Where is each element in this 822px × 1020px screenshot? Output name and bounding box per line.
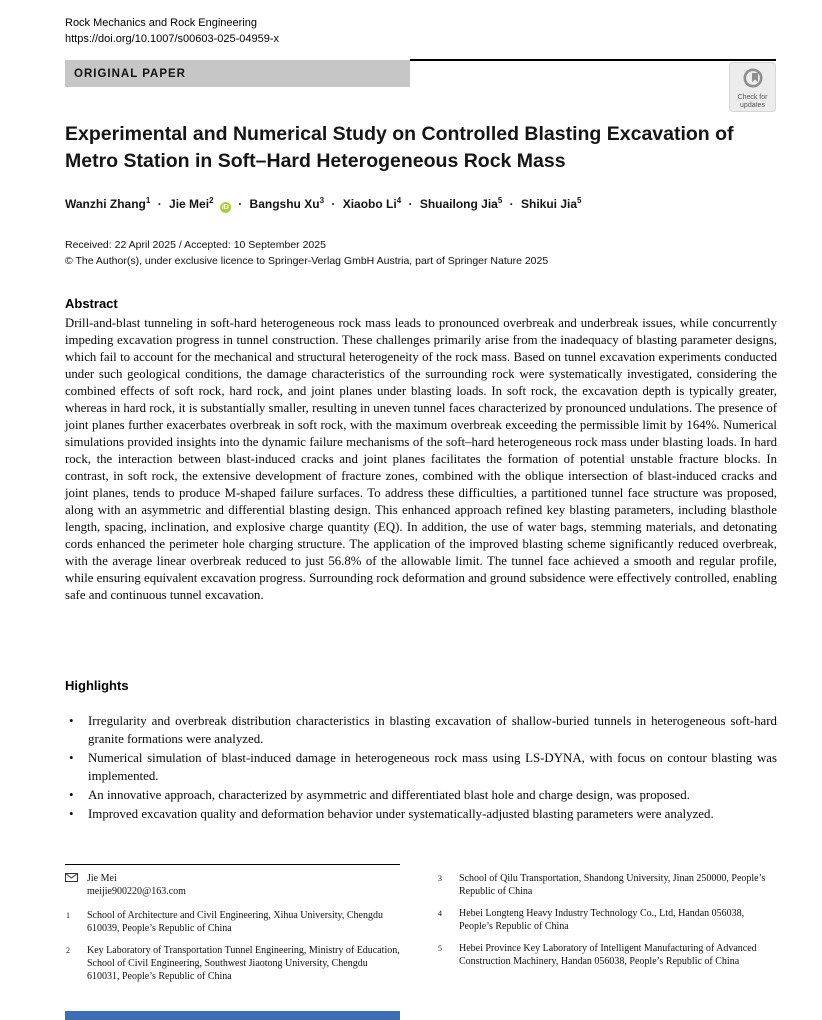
affiliation-text: School of Architecture and Civil Engineering, Xihua University, Chengdu 610039, People’s Republic of China bbox=[87, 910, 383, 934]
correspondence-text bbox=[87, 872, 400, 898]
affiliation-item bbox=[65, 944, 400, 983]
author-name: Shikui Jia$^5$ bbox=[521, 196, 582, 211]
author-name: Bangshu Xu$^3$ bbox=[249, 196, 325, 211]
check-badge-text-line1: Check for bbox=[737, 94, 768, 101]
affiliation-number: 5 bbox=[438, 944, 442, 953]
author-separator: · bbox=[331, 197, 336, 211]
affiliation-number: 1 bbox=[66, 911, 70, 920]
check-for-updates-badge[interactable] bbox=[729, 62, 776, 112]
envelope-icon bbox=[65, 872, 87, 898]
highlight-item: • Improved excavation quality and deformation behavior under systematically-adjusted blasting parameters were analyzed. bbox=[65, 805, 777, 823]
affiliation-text: Hebei Longteng Heavy Industry Technology Co., Ltd, Handan 056038, People’s Republic of China bbox=[459, 908, 745, 932]
journal-name: Rock Mechanics and Rock Engineering bbox=[65, 17, 257, 29]
correspondence-block bbox=[65, 872, 400, 898]
footnote-left-column bbox=[65, 872, 400, 992]
author-name: Shuailong Jia$^5$ bbox=[419, 196, 503, 211]
affiliation-item bbox=[437, 907, 777, 933]
highlights-heading: Highlights bbox=[65, 678, 129, 693]
highlights-list bbox=[65, 712, 777, 824]
affiliation-text: Key Laboratory of Transportation Tunnel Engineering, Ministry of Education, School of Civil Engineering, Southwest Jiaotong University, Chengdu 610031, People’s Republic of China bbox=[87, 945, 400, 982]
affiliation-item bbox=[437, 872, 777, 898]
corresponding-author-email[interactable]: meijie900220@163.com bbox=[87, 886, 186, 897]
highlight-item: • Numerical simulation of blast-induced damage in heterogeneous rock mass using LS-DYNA, with focus on contour blasting was implemented. bbox=[65, 749, 777, 785]
author-separator: · bbox=[408, 197, 413, 211]
affiliation-text: Hebei Province Key Laboratory of Intelligent Manufacturing of Advanced Construction Machinery, Handan 056038, People’s Republic of China bbox=[459, 943, 757, 967]
author-list bbox=[65, 196, 776, 213]
abstract-text: Drill-and-blast tunneling in soft-hard heterogeneous rock mass leads to pronounced overbreak and underbreak issues, while concurrently impeding excavation progress in tunnel construction. These challenges primarily arise from the inadequacy of blasting parameter designs, which fail to account for the mechanical and structural heterogeneity of the rock mass. Based on tunnel excavation experiments conducted under such geological conditions, the damage characteristics of the surrounding rock were systematically investigated, considering the combined effects of soft rock, hard rock, and joint planes under blasting loads. In soft rock, the excavation depth is typically greater, whereas in hard rock, it is substantially smaller, resulting in uneven tunnel faces characterized by pronounced undulations. The presence of joint planes further exacerbates overbreak in soft rock, with the maximum overbreak exceeding the permissible limit by 164%. Numerical simulations provided insights into the dynamic failure mechanisms of the soft–hard heterogeneous rock mass under blasting loads. In hard rock, the interaction between blast-induced cracks and joint planes facilitates the formation of potential unstable fracture blocks. In contrast, in soft rock, the extensive development of fracture zones, combined with the oblique intersection of blast-induced cracks and joint planes, tends to produce M-shaped failure surfaces. To address these difficulties, a partitioned tunnel face structure was proposed, along with an asymmetric and differential blasting design. This enhanced approach refined key blasting parameters, including blasthole length, spacing, inclination, and explosive charge quantity (EQ). In addition, the use of water bags, stemming materials, and detonating cords enhanced the perimeter hole charging structure. The application of the improved blasting scheme significantly reduced overbreak, with the average linear overbreak reduced to just 56.8% of the allowable limit. The tunnel face achieved a smooth and regular profile, while ensuring equivalent excavation progress. Surrounding rock deformation and ground subsidence were effectively controlled, enabling safe and continuous tunnel excavation. bbox=[65, 316, 777, 602]
affiliation-text: School of Qilu Transportation, Shandong University, Jinan 250000, People’s Republic of China bbox=[459, 873, 766, 897]
affiliation-number: 4 bbox=[438, 909, 442, 918]
affiliation-item bbox=[65, 909, 400, 935]
author-separator: · bbox=[509, 197, 514, 211]
author-name: Wanzhi Zhang$^1$ bbox=[65, 196, 151, 211]
corresponding-author-name: Jie Mei bbox=[87, 873, 117, 884]
author-name: Xiaobo Li$^4$ bbox=[342, 196, 402, 211]
crossmark-icon bbox=[742, 67, 764, 94]
affiliation-number: 3 bbox=[438, 874, 442, 883]
affiliation-number: 2 bbox=[66, 946, 70, 955]
highlight-item: • An innovative approach, characterized by asymmetric and differentiated blast hole and charge design, was proposed. bbox=[65, 786, 777, 804]
highlight-item: • Irregularity and overbreak distribution characteristics in blasting excavation of shallow-buried tunnels in heterogeneous soft-hard granite formations were analyzed. bbox=[65, 712, 777, 748]
orcid-icon[interactable]: iD bbox=[221, 204, 229, 211]
footnote-right-column bbox=[437, 872, 777, 977]
footnote-divider bbox=[65, 864, 400, 865]
copyright-line: © The Author(s), under exclusive licence to Springer-Verlag GmbH Austria, part of Springer Nature 2025 bbox=[65, 255, 549, 267]
author-separator: · bbox=[238, 197, 243, 211]
article-type-banner bbox=[65, 60, 410, 87]
header-rule bbox=[410, 59, 776, 61]
abstract-heading: Abstract bbox=[65, 296, 118, 311]
check-badge-text-line2: updates bbox=[740, 102, 765, 109]
author-name: Jie Mei$^2$ bbox=[169, 196, 214, 211]
author-separator: · bbox=[157, 197, 162, 211]
doi-link[interactable]: https://doi.org/10.1007/s00603-025-04959-x bbox=[65, 33, 280, 45]
bottom-blue-bar bbox=[65, 1011, 400, 1020]
page-title: Experimental and Numerical Study on Controlled Blasting Excavation of Metro Station in Soft–Hard Heterogeneous Rock Mass bbox=[65, 123, 734, 172]
received-accepted-line: Received: 22 April 2025 / Accepted: 10 September 2025 bbox=[65, 239, 326, 251]
article-type-label: ORIGINAL PAPER bbox=[74, 67, 186, 80]
affiliation-item bbox=[437, 942, 777, 968]
